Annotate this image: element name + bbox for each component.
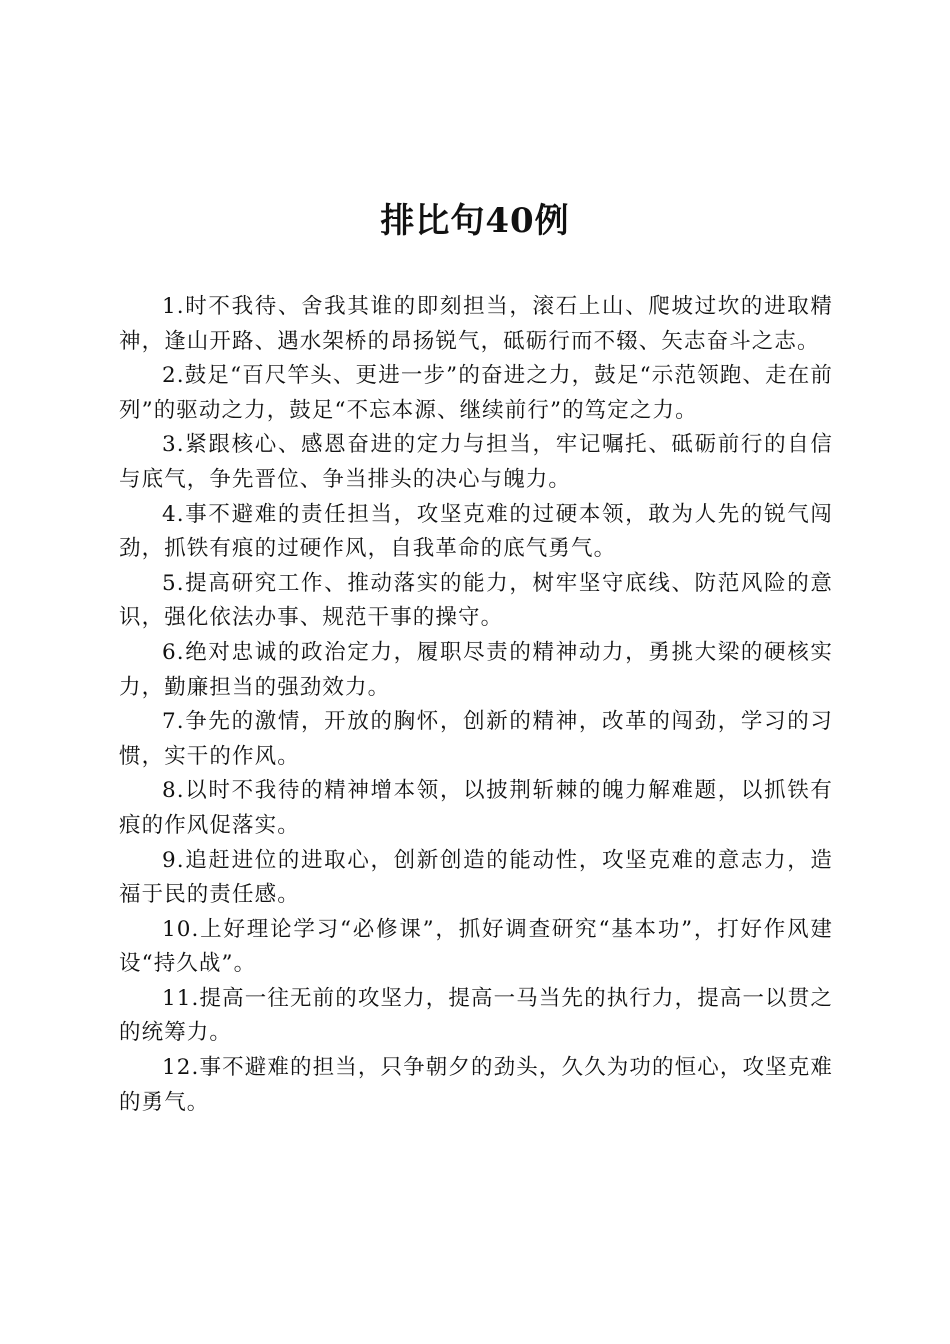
paragraph-10: 10.上好理论学习“必修课”，抓好调查研究“基本功”，打好作风建设“持久战”。: [119, 916, 833, 977]
paragraph-6: 6.绝对忠诚的政治定力，履职尽责的精神动力，勇挑大梁的硬核实力，勤廉担当的强劲效力。: [119, 639, 833, 700]
paragraph-11: 11.提高一往无前的攻坚力，提高一马当先的执行力，提高一以贯之的统筹力。: [119, 985, 833, 1046]
paragraph-9: 9.追赶进位的进取心，创新创造的能动性，攻坚克难的意志力，造福于民的责任感。: [119, 847, 833, 908]
document-title: 排比句40例: [380, 201, 570, 241]
paragraph-1: 1.时不我待、舍我其谁的即刻担当，滚石上山、爬坡过坎的进取精神，逢山开路、遇水架桥的昂扬锐气，砥砺行而不辍、矢志奋斗之志。: [119, 294, 833, 354]
paragraph-4: 4.事不避难的责任担当，攻坚克难的过硬本领，敢为人先的锐气闯劲，抓铁有痕的过硬作风，自我革命的底气勇气。: [119, 501, 833, 562]
paragraph-7: 7.争先的激情，开放的胸怀，创新的精神，改革的闯劲，学习的习惯，实干的作风。: [119, 709, 833, 769]
document-body: [119, 290, 833, 1120]
paragraph-12: 12.事不避难的担当，只争朝夕的劲头，久久为功的恒心，攻坚克难的勇气。: [119, 1055, 833, 1115]
paragraph-2: 2.鼓足“百尺竿头、更进一步”的奋进之力，鼓足“示范领跑、走在前列”的驱动之力，鼓足“不忘本源、继续前行”的笃定之力。: [119, 363, 833, 423]
paragraph-8: 8.以时不我待的精神增本领，以披荆斩棘的魄力解难题，以抓铁有痕的作风促落实。: [119, 778, 833, 838]
paragraph-3: 3.紧跟核心、感恩奋进的定力与担当，牢记嘱托、砥砺前行的自信与底气，争先晋位、争当排头的决心与魄力。: [119, 432, 833, 492]
paragraph-5: 5.提高研究工作、推动落实的能力，树牢坚守底线、防范风险的意识，强化依法办事、规范干事的操守。: [119, 570, 833, 631]
